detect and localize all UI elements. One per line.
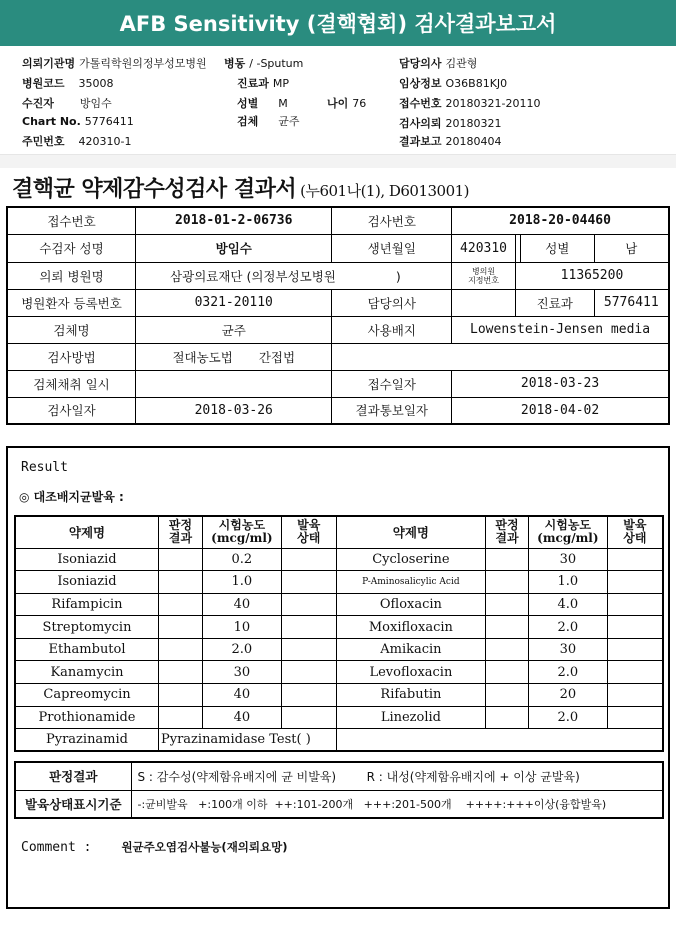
drug-judge — [486, 661, 529, 684]
drug-name: Cycloserine — [336, 548, 485, 571]
drug-name: Streptomycin — [15, 616, 159, 639]
drug-concentration: 1.0 — [202, 571, 281, 594]
drug-growth — [281, 571, 336, 594]
drug-concentration: 30 — [202, 661, 281, 684]
drug-name: Moxifloxacin — [336, 616, 485, 639]
method-label: 검사방법 — [7, 343, 136, 370]
drug-growth — [607, 638, 663, 661]
info-age: 나이 76 — [327, 97, 367, 110]
drug-growth — [281, 706, 336, 729]
drug-concentration: 2.0 — [528, 616, 607, 639]
drug-growth — [607, 548, 663, 571]
drug-growth — [607, 593, 663, 616]
drug-judge — [159, 571, 203, 594]
drug-concentration: 10 — [202, 616, 281, 639]
drug-concentration: 30 — [528, 638, 607, 661]
report-title: 결핵균 약제감수성검사 결과서 (누601나(1), D6013001) — [12, 176, 470, 202]
sex-label — [515, 234, 594, 262]
drug-name: Rifampicin — [15, 593, 159, 616]
comment — [21, 836, 288, 855]
drug-row — [15, 706, 663, 729]
drug-name: Ethambutol — [15, 638, 159, 661]
drug-growth — [607, 706, 663, 729]
growth-legend-label: 발육상태표시기준 — [15, 790, 131, 818]
drug-name: Isoniazid — [15, 548, 159, 571]
legend-table — [14, 761, 664, 819]
drug-name: Kanamycin — [15, 661, 159, 684]
pyrazinamide-row — [15, 729, 663, 752]
header-growth-right: 발육 상태 — [607, 516, 663, 548]
info-report-date: 결과보고 20180404 — [399, 135, 502, 148]
patient-info-table — [6, 206, 670, 425]
drug-concentration: 4.0 — [528, 593, 607, 616]
drug-concentration: 40 — [202, 593, 281, 616]
drug-judge — [159, 684, 203, 707]
header-conc-left: 시험농도 (mcg/ml) — [202, 516, 281, 548]
drug-concentration: 1.0 — [528, 571, 607, 594]
comment-text: 원균주오염검사불능(재의뢰요망) — [121, 840, 288, 854]
hospital-label: 의뢰 병원명 — [7, 262, 136, 289]
info-hospital-code: 병원코드 35008 — [22, 77, 114, 90]
info-specimen: 검체 균주 — [237, 115, 300, 128]
drug-name: Prothionamide — [15, 706, 159, 729]
specimen-label: 검체명 — [7, 316, 136, 343]
drug-susceptibility-table — [14, 515, 664, 752]
info-doctor: 담당의사 김관형 — [399, 57, 478, 70]
drug-growth — [281, 638, 336, 661]
drug-growth — [607, 684, 663, 707]
drug-growth — [607, 616, 663, 639]
drug-judge — [486, 593, 529, 616]
drug-judge — [486, 706, 529, 729]
birth-date: 420310 — [452, 234, 516, 262]
info-receipt: 접수번호 20180321-20110 — [399, 97, 541, 110]
drug-name: Amikacin — [336, 638, 485, 661]
drug-growth — [281, 684, 336, 707]
test-no: 2018-20-04460 — [452, 207, 669, 234]
judge-legend-label: 판정결과 — [15, 762, 131, 790]
drug-name: Isoniazid — [15, 571, 159, 594]
drug-name: P-Aminosalicylic Acid — [336, 571, 485, 594]
drug-judge — [159, 616, 203, 639]
pyrazinamide-name: Pyrazinamid — [15, 729, 159, 752]
name-label: 수검자 성명 — [7, 234, 136, 262]
drug-row — [15, 593, 663, 616]
drug-concentration: 40 — [202, 684, 281, 707]
info-request-date: 검사의뢰 20180321 — [399, 117, 502, 130]
drug-concentration: 30 — [528, 548, 607, 571]
received-label: 접수일자 — [332, 370, 452, 397]
drug-name: Linezolid — [336, 706, 485, 729]
drug-row — [15, 616, 663, 639]
drug-concentration: 20 — [528, 684, 607, 707]
drug-judge — [159, 593, 203, 616]
drug-judge — [486, 571, 529, 594]
drug-concentration: 40 — [202, 706, 281, 729]
header-drug-right: 약제명 — [336, 516, 485, 548]
drug-judge — [159, 706, 203, 729]
notify-date: 2018-04-02 — [452, 397, 669, 424]
sex-label-text: 성별 — [545, 241, 570, 256]
pyrazinamidase-test: Pyrazinamidase Test( ) — [159, 729, 337, 752]
test-date: 2018-03-26 — [136, 397, 332, 424]
drug-concentration: 2.0 — [528, 661, 607, 684]
growth-legend-text: -:균비발육 +:100개 이하 ++:101-200개 +++:201-500개 ++++:+++이상(융합발육) — [131, 790, 663, 818]
pyrazinamide-row-blank — [336, 729, 663, 752]
info-org: 의뢰기관명 가톨릭학원의정부성모병원 — [22, 57, 207, 70]
drug-growth — [281, 661, 336, 684]
doctor-value — [452, 289, 516, 316]
test-date-label: 검사일자 — [7, 397, 136, 424]
method-blank — [332, 343, 669, 370]
drug-growth — [281, 616, 336, 639]
drug-judge — [486, 548, 529, 571]
comment-label: Comment : — [21, 840, 92, 855]
drug-name: Levofloxacin — [336, 661, 485, 684]
report-code: (누601나(1), D6013001) — [300, 182, 470, 200]
info-department: 진료과 MP — [237, 77, 290, 90]
dept-value: 5776411 — [594, 289, 669, 316]
drug-row — [15, 638, 663, 661]
control-medium-growth: ◎ 대조배지균발육 : — [19, 490, 124, 504]
sex-value: 남 — [594, 234, 669, 262]
reg-no-label: 병원환자 등록번호 — [7, 289, 136, 316]
patient-name: 방임수 — [136, 234, 332, 262]
drug-judge — [486, 684, 529, 707]
header-divider — [0, 154, 676, 168]
drug-growth — [607, 571, 663, 594]
method-value: 절대농도법 간접법 — [136, 343, 332, 370]
info-chart-no: Chart No. 5776411 — [22, 115, 134, 128]
info-resident-no: 주민번호 420310-1 — [22, 135, 132, 148]
info-patient: 수진자 방임수 — [22, 97, 112, 110]
drug-judge — [159, 638, 203, 661]
notify-label: 결과통보일자 — [332, 397, 452, 424]
drug-judge — [486, 638, 529, 661]
hospital-code: 11365200 — [515, 262, 669, 289]
medium-value: Lowenstein-Jensen media — [452, 316, 669, 343]
report-header-title: AFB Sensitivity (결핵협회) 검사결과보고서 — [0, 0, 676, 46]
test-no-label: 검사번호 — [332, 207, 452, 234]
header-judge-right: 판정 결과 — [486, 516, 529, 548]
header-judge-left: 판정 결과 — [159, 516, 203, 548]
medium-label: 사용배지 — [332, 316, 452, 343]
drug-table-header — [15, 516, 663, 548]
info-clinical: 임상정보 O36B81KJ0 — [399, 77, 508, 90]
drug-row — [15, 548, 663, 571]
drug-concentration: 2.0 — [202, 638, 281, 661]
drug-judge — [159, 548, 203, 571]
result-section — [6, 446, 670, 909]
drug-concentration: 2.0 — [528, 706, 607, 729]
birth-label: 생년월일 — [332, 234, 452, 262]
header-growth-left: 발육 상태 — [281, 516, 336, 548]
info-ward: 병동 / -Sputum — [224, 57, 304, 70]
reg-no: 0321-20110 — [136, 289, 332, 316]
drug-row — [15, 571, 663, 594]
receipt-no: 2018-01-2-06736 — [136, 207, 332, 234]
doctor-label: 담당의사 — [332, 289, 452, 316]
drug-row — [15, 661, 663, 684]
received-date: 2018-03-23 — [452, 370, 669, 397]
hospital-code-label: 병의원 지정번호 — [452, 262, 516, 289]
header-conc-right: 시험농도 (mcg/ml) — [528, 516, 607, 548]
drug-concentration: 0.2 — [202, 548, 281, 571]
info-sex: 성별 M — [237, 97, 288, 110]
header-drug-left: 약제명 — [15, 516, 159, 548]
drug-row — [15, 684, 663, 707]
result-title: Result — [21, 460, 68, 475]
drug-name: Rifabutin — [336, 684, 485, 707]
drug-growth — [607, 661, 663, 684]
receipt-no-label: 접수번호 — [7, 207, 136, 234]
drug-name: Capreomycin — [15, 684, 159, 707]
hospital-name: 삼광의료재단 (의정부성모병원 ) — [136, 262, 452, 289]
drug-growth — [281, 548, 336, 571]
dept-label: 진료과 — [515, 289, 594, 316]
drug-judge — [159, 661, 203, 684]
specimen-value: 균주 — [136, 316, 332, 343]
drug-name: Ofloxacin — [336, 593, 485, 616]
judge-legend-text: S : 감수성(약제함유배지에 균 비발육) R : 내성(약제함유배지에 + 이상 균발육) — [131, 762, 663, 790]
collect-label: 검체채취 일시 — [7, 370, 136, 397]
drug-growth — [281, 593, 336, 616]
collect-value — [136, 370, 332, 397]
drug-judge — [486, 616, 529, 639]
